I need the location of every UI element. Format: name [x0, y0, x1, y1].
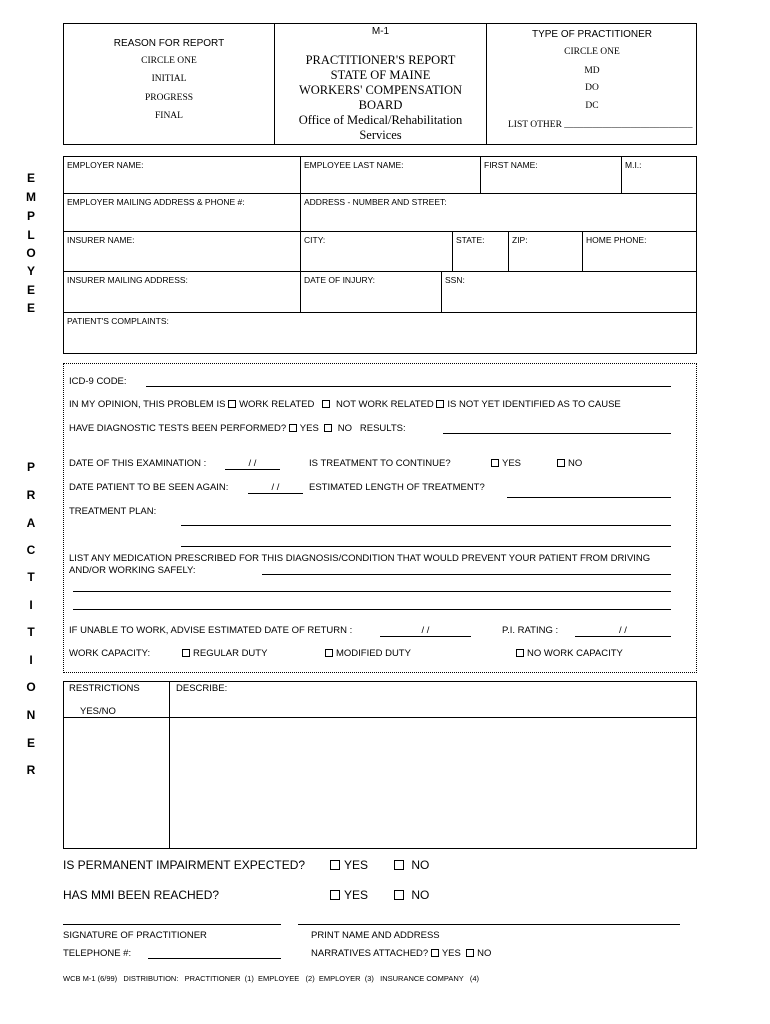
- side-practitioner-9: N: [26, 708, 36, 722]
- continue-no-checkbox[interactable]: [557, 459, 565, 467]
- plan-input-2[interactable]: [181, 546, 671, 547]
- exam-date-label: DATE OF THIS EXAMINATION :: [69, 458, 207, 469]
- side-employee-3: L: [27, 228, 35, 242]
- zip-field[interactable]: [508, 231, 583, 272]
- mmi-no-label: NO: [411, 888, 430, 902]
- type-circle-one: CIRCLE ONE: [564, 47, 620, 57]
- date-injury-label: DATE OF INJURY:: [304, 275, 376, 285]
- insurer-address-label: INSURER MAILING ADDRESS:: [67, 275, 188, 285]
- diagnostic-no-label: NO: [337, 423, 352, 434]
- side-employee-4: O: [26, 246, 36, 260]
- city-field[interactable]: [300, 231, 453, 272]
- reason-final[interactable]: FINAL: [155, 111, 183, 121]
- pi-rating-label: P.I. RATING :: [502, 625, 559, 636]
- complaints-label: PATIENT'S COMPLAINTS:: [67, 316, 169, 326]
- state-field[interactable]: [452, 231, 509, 272]
- mmi-yes-checkbox[interactable]: [330, 890, 340, 900]
- print-name-label: PRINT NAME AND ADDRESS: [311, 930, 440, 941]
- city-label: CITY:: [304, 235, 326, 245]
- mmi-label: HAS MMI BEEN REACHED?: [63, 888, 220, 902]
- length-label: ESTIMATED LENGTH OF TREATMENT?: [309, 482, 485, 493]
- not-work-related-checkbox[interactable]: [322, 400, 330, 408]
- exam-date-input[interactable]: [225, 458, 280, 470]
- complaints-field[interactable]: [63, 312, 697, 354]
- employee-last-name-label: EMPLOYEE LAST NAME:: [304, 160, 404, 170]
- no-capacity: [516, 648, 623, 659]
- continue-yes-label: YES: [502, 458, 522, 469]
- modified-duty-checkbox[interactable]: [325, 649, 333, 657]
- continue-no: [557, 458, 582, 469]
- diagnostic-no-checkbox[interactable]: [324, 424, 332, 432]
- print-name-input[interactable]: [298, 924, 680, 925]
- address-label: ADDRESS - NUMBER AND STREET:: [304, 197, 447, 207]
- side-practitioner-5: I: [29, 598, 33, 612]
- side-employee-2: P: [26, 209, 35, 223]
- return-input[interactable]: [380, 625, 471, 637]
- diagnostic-label: HAVE DIAGNOSTIC TESTS BEEN PERFORMED?: [69, 423, 287, 434]
- regular-duty: [182, 648, 267, 659]
- mmi-yes: [330, 888, 368, 902]
- not-work-related-label: NOT WORK RELATED: [335, 399, 434, 410]
- narratives-no-label: NO: [477, 948, 492, 959]
- side-employee-6: E: [26, 283, 35, 297]
- ssn-label: SSN:: [445, 275, 465, 285]
- narratives-yes-checkbox[interactable]: [431, 949, 439, 957]
- impairment-no: [394, 858, 429, 872]
- employer-name-field[interactable]: [63, 156, 301, 194]
- medication-label-2: AND/OR WORKING SAFELY:: [69, 565, 196, 576]
- exam-date-slashes: / /: [248, 458, 257, 469]
- address-field[interactable]: [300, 193, 697, 232]
- seen-again-slashes: / /: [271, 482, 280, 493]
- mmi-no: [394, 888, 429, 902]
- impairment-yes-checkbox[interactable]: [330, 860, 340, 870]
- side-practitioner-6: T: [27, 625, 35, 639]
- side-practitioner-7: I: [29, 653, 33, 667]
- title-line-2: STATE OF MAINE: [330, 68, 431, 82]
- pi-rating-input[interactable]: [575, 625, 671, 637]
- side-employee-5: Y: [26, 264, 35, 278]
- modified-duty-label: MODIFIED DUTY: [336, 648, 411, 659]
- zip-label: ZIP:: [512, 235, 528, 245]
- impairment-label: IS PERMANENT IMPAIRMENT EXPECTED?: [63, 858, 306, 872]
- type-do[interactable]: DO: [585, 83, 599, 93]
- employer-address-field[interactable]: [63, 193, 301, 232]
- mmi-no-checkbox[interactable]: [394, 890, 404, 900]
- side-practitioner-10: E: [26, 736, 35, 750]
- first-name-field[interactable]: [480, 156, 622, 194]
- side-practitioner-8: O: [26, 680, 36, 694]
- diagnostic-yes-checkbox[interactable]: [289, 424, 297, 432]
- narratives-no-checkbox[interactable]: [466, 949, 474, 957]
- length-input[interactable]: [507, 497, 671, 498]
- seen-again-label: DATE PATIENT TO BE SEEN AGAIN:: [69, 482, 229, 493]
- reason-progress[interactable]: PROGRESS: [144, 93, 194, 103]
- diagnostic-yes-label: YES: [299, 423, 319, 434]
- title-line-3: WORKERS' COMPENSATION: [298, 83, 463, 97]
- opinion-row: [69, 399, 621, 410]
- ssn-field[interactable]: [441, 271, 697, 313]
- impairment-yes-label: YES: [344, 858, 369, 872]
- impairment-no-label: NO: [411, 858, 430, 872]
- side-employee-7: E: [26, 301, 35, 315]
- employer-name-label: EMPLOYER NAME:: [67, 160, 144, 170]
- regular-duty-checkbox[interactable]: [182, 649, 190, 657]
- telephone-input[interactable]: [148, 958, 281, 959]
- continue-label: IS TREATMENT TO CONTINUE?: [309, 458, 451, 469]
- continue-yes-checkbox[interactable]: [491, 459, 499, 467]
- icd-label: ICD-9 CODE:: [69, 376, 127, 387]
- employee-last-name-field[interactable]: [300, 156, 481, 194]
- title-line-4: BOARD: [358, 98, 403, 112]
- mmi-yes-label: YES: [344, 888, 369, 902]
- insurer-name-field[interactable]: [63, 231, 301, 272]
- type-title: TYPE OF PRACTITIONER: [531, 29, 652, 40]
- results-input[interactable]: [443, 433, 671, 434]
- restrictions-title: RESTRICTIONS: [69, 683, 140, 694]
- type-dc[interactable]: DC: [585, 101, 599, 111]
- seen-again-input[interactable]: [248, 482, 303, 494]
- reason-circle-one: CIRCLE ONE: [141, 56, 197, 66]
- title-line-1: PRACTITIONER'S REPORT: [305, 53, 456, 67]
- side-practitioner-3: C: [26, 543, 36, 557]
- state-label: STATE:: [456, 235, 485, 245]
- narratives-label: NARRATIVES ATTACHED?: [311, 948, 429, 959]
- not-yet-identified-checkbox[interactable]: [436, 400, 444, 408]
- return-slashes: / /: [421, 625, 430, 636]
- impairment-yes: [330, 858, 368, 872]
- icd-input[interactable]: [146, 386, 671, 387]
- mi-label: M.I.:: [625, 160, 642, 170]
- diagnostic-row: [69, 423, 406, 434]
- reason-title: REASON FOR REPORT: [113, 38, 225, 49]
- form-title: [275, 53, 486, 143]
- type-list-other[interactable]: LIST OTHER ___________________________: [508, 120, 693, 130]
- no-capacity-label: NO WORK CAPACITY: [527, 648, 623, 659]
- medication-input-2[interactable]: [73, 591, 671, 592]
- insurer-address-field[interactable]: [63, 271, 301, 313]
- side-practitioner-1: R: [26, 488, 36, 502]
- plan-input-1[interactable]: [181, 525, 671, 526]
- not-yet-identified-label: IS NOT YET IDENTIFIED AS TO CAUSE: [447, 399, 621, 410]
- continue-no-label: NO: [568, 458, 583, 469]
- title-line-5: Office of Medical/Rehabilitation: [298, 113, 463, 127]
- pi-rating-slashes: / /: [619, 625, 627, 636]
- employer-address-label: EMPLOYER MAILING ADDRESS & PHONE #:: [67, 197, 245, 207]
- regular-duty-label: REGULAR DUTY: [193, 648, 268, 659]
- date-injury-field[interactable]: [300, 271, 442, 313]
- narratives-yes-label: YES: [441, 948, 461, 959]
- signature-label: SIGNATURE OF PRACTITIONER: [63, 930, 207, 941]
- side-practitioner-4: T: [27, 570, 35, 584]
- side-practitioner-0: P: [26, 460, 35, 474]
- title-line-6: Services: [359, 128, 402, 142]
- restrictions-yesno-input[interactable]: [64, 718, 169, 848]
- home-phone-label: HOME PHONE:: [586, 235, 647, 245]
- capacity-label: WORK CAPACITY:: [69, 648, 151, 659]
- first-name-label: FIRST NAME:: [484, 160, 538, 170]
- form-code: M-1: [371, 26, 390, 37]
- footer-distribution: WCB M-1 (6/99) DISTRIBUTION: PRACTITIONER (1) EMPLOYEE (2) EMPLOYER (3) INSURANCE COMPANY (4): [63, 974, 480, 983]
- restrictions-yesno: YES/NO: [80, 706, 116, 717]
- impairment-no-checkbox[interactable]: [394, 860, 404, 870]
- mi-field[interactable]: [621, 156, 697, 194]
- restrictions-describe-input[interactable]: [170, 718, 696, 848]
- side-practitioner-2: A: [26, 516, 36, 530]
- telephone-label: TELEPHONE #:: [63, 948, 132, 959]
- return-label: IF UNABLE TO WORK, ADVISE ESTIMATED DATE OF RETURN :: [69, 625, 353, 636]
- signature-input[interactable]: [63, 924, 281, 925]
- work-related-label: WORK RELATED: [239, 399, 315, 410]
- restrictions-describe: DESCRIBE:: [176, 683, 228, 694]
- reason-initial[interactable]: INITIAL: [151, 74, 187, 84]
- medication-label: LIST ANY MEDICATION PRESCRIBED FOR THIS DIAGNOSIS/CONDITION THAT WOULD PREVENT YOUR PATIENT FROM DRIVING: [69, 553, 651, 564]
- narratives-row: [311, 948, 491, 959]
- modified-duty: [325, 648, 411, 659]
- insurer-name-label: INSURER NAME:: [67, 235, 135, 245]
- side-practitioner-11: R: [26, 763, 36, 777]
- side-employee-0: E: [26, 171, 35, 185]
- work-related-checkbox[interactable]: [228, 400, 236, 408]
- side-employee-1: M: [26, 190, 36, 204]
- opinion-label: IN MY OPINION, THIS PROBLEM IS: [69, 399, 226, 410]
- type-md[interactable]: MD: [584, 66, 600, 76]
- medication-input-1[interactable]: [262, 574, 671, 575]
- plan-label: TREATMENT PLAN:: [69, 506, 157, 517]
- medication-input-3[interactable]: [73, 609, 671, 610]
- no-capacity-checkbox[interactable]: [516, 649, 524, 657]
- home-phone-field[interactable]: [582, 231, 697, 272]
- results-label: RESULTS:: [359, 423, 406, 434]
- continue-yes: [491, 458, 521, 469]
